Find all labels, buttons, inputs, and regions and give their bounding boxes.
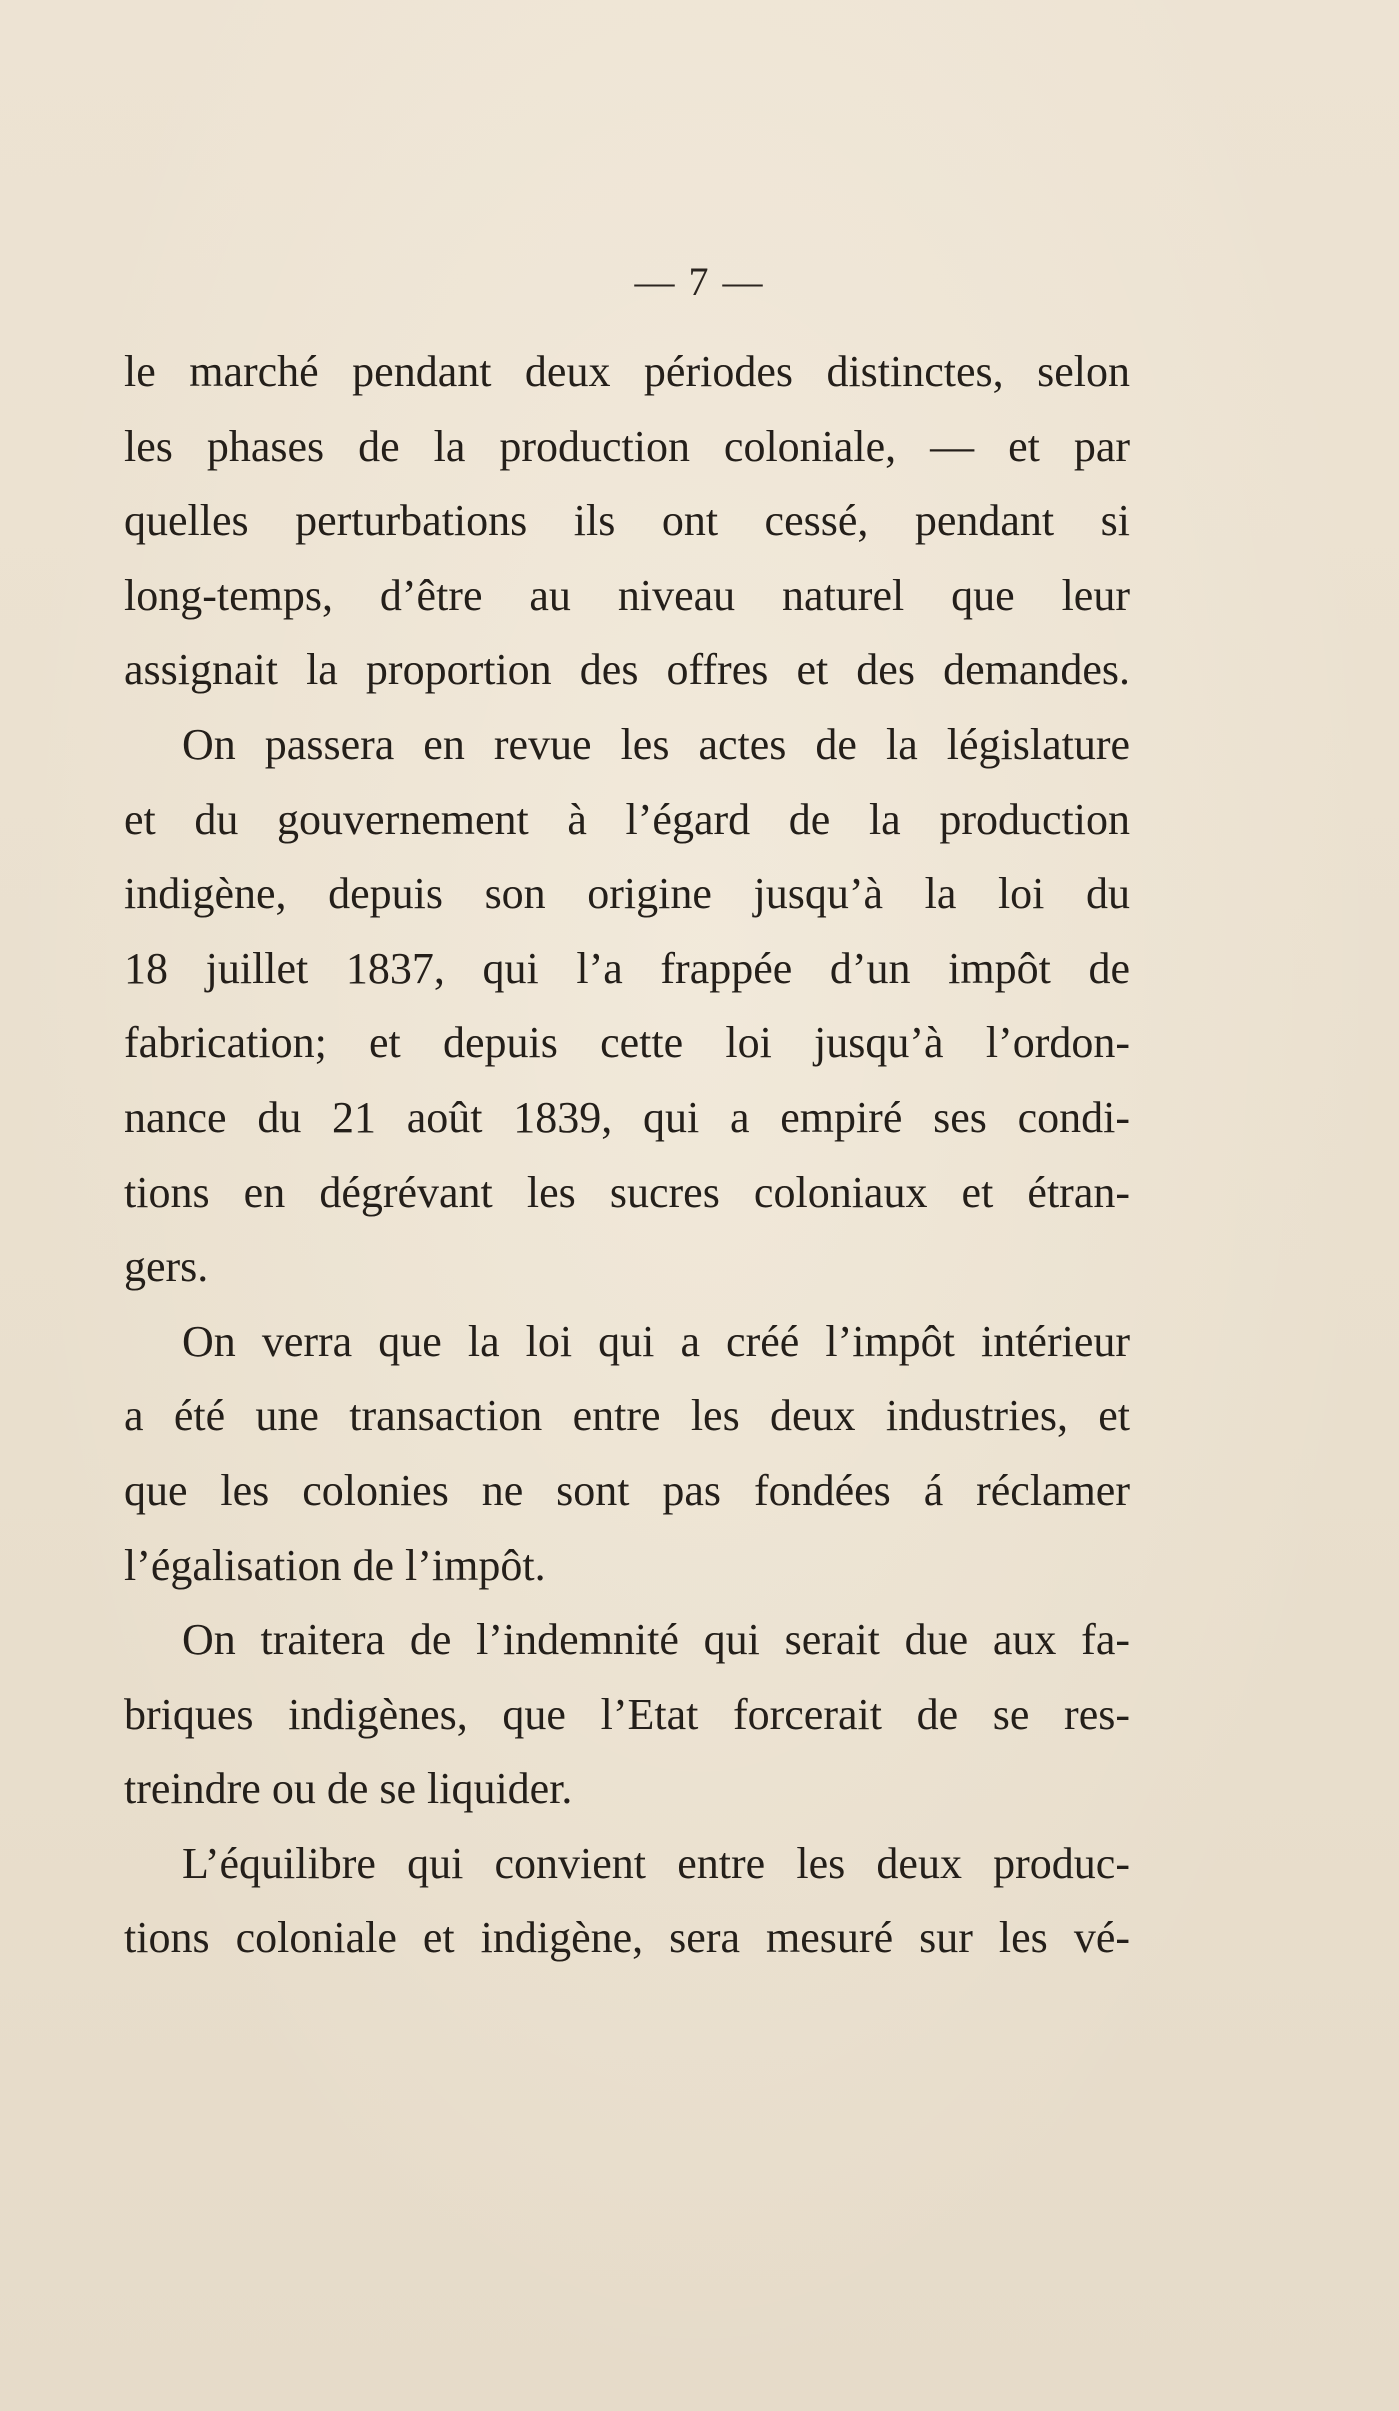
text-line: les phases de la production coloniale, — et par [124,421,1130,471]
text-line: le marché pendant deux périodes distinctes, selon [124,347,1130,396]
text-line: assignait la proportion des offres et des demandes. [124,645,1130,695]
text-line: L’équilibre qui convient entre les deux produc- [182,1838,1130,1888]
body-text [124,335,1130,1976]
text-line: nance du 21 août 1839, qui a empiré ses condi- [124,1092,1130,1142]
page-number: — 7 — [634,259,765,304]
text-line: On traitera de l’indemnité qui serait due aux fa- [182,1615,1130,1665]
text-line: On verra que la loi qui a créé l’impôt intérieur [182,1316,1130,1366]
text-line: treindre ou de se liquider. [124,1764,573,1814]
text-line: et du gouvernement à l’égard de la production [124,794,1130,844]
text-line: tions coloniale et indigène, sera mesuré sur les vé- [124,1913,1130,1963]
text-line: gers. [124,1242,209,1292]
text-line: On passera en revue les actes de la législature [182,719,1130,769]
text-line: 18 juillet 1837, qui l’a frappée d’un impôt de [124,943,1130,993]
text-line: indigène, depuis son origine jusqu’à la loi du [124,869,1130,919]
text-line: quelles perturbations ils ont cessé, pendant si [124,496,1130,546]
text-line: a été une transaction entre les deux industries, et [124,1391,1130,1441]
text-line: briques indigènes, que l’Etat forcerait de se res- [124,1689,1130,1739]
text-line: l’égalisation de l’impôt. [124,1540,546,1590]
text-line: long-temps, d’être au niveau naturel que leur [124,570,1130,620]
text-line: que les colonies ne sont pas fondées á réclamer [124,1465,1130,1515]
text-line: tions en dégrévant les sucres coloniaux et étran- [124,1167,1130,1217]
text-line: fabrication; et depuis cette loi jusqu’à l’ordon- [124,1018,1130,1068]
